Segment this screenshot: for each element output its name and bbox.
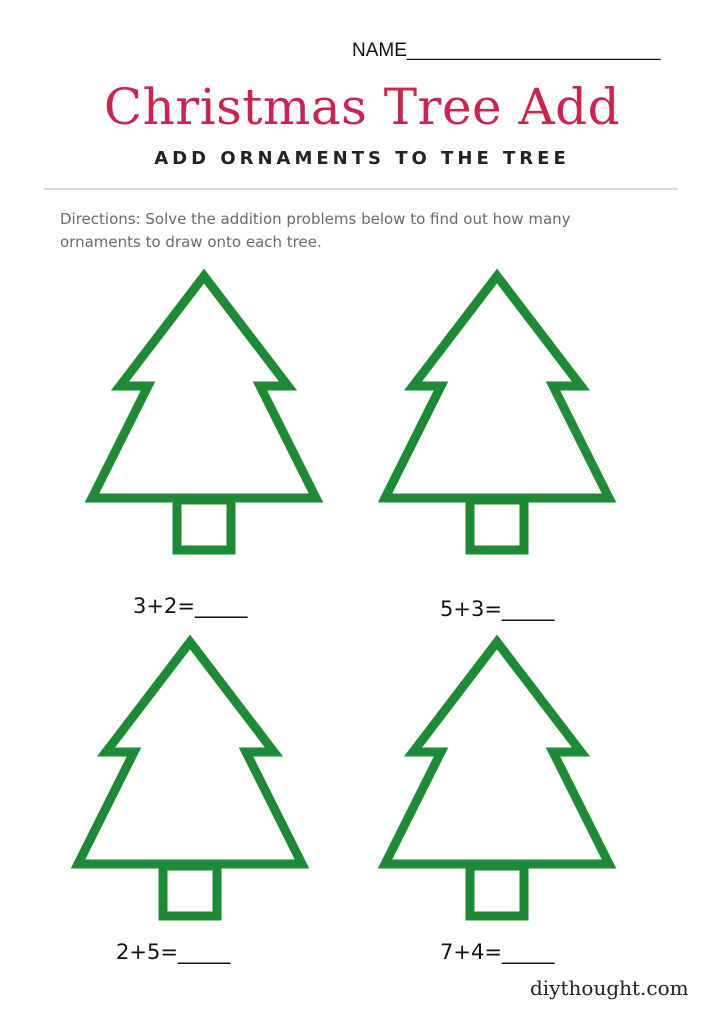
worksheet-title: Christmas Tree Add	[103, 78, 621, 136]
name-field-label: NAME________________________	[352, 40, 661, 61]
addition-problem: 2+5=_____	[116, 940, 231, 964]
header-divider	[44, 188, 678, 190]
christmas-tree-icon	[70, 634, 310, 924]
website-credit: diythought.com	[530, 976, 689, 1000]
addition-problem: 5+3=_____	[440, 597, 555, 621]
christmas-tree-icon	[84, 268, 324, 558]
christmas-tree-icon	[377, 634, 617, 924]
directions-text: Directions: Solve the addition problems below to find out how many ornaments to draw onto each tree.	[60, 210, 571, 251]
addition-problem: 7+4=_____	[440, 940, 555, 964]
addition-problem: 3+2=_____	[133, 594, 248, 618]
worksheet-subtitle: ADD ORNAMENTS TO THE TREE	[154, 148, 570, 169]
christmas-tree-icon	[377, 268, 617, 558]
